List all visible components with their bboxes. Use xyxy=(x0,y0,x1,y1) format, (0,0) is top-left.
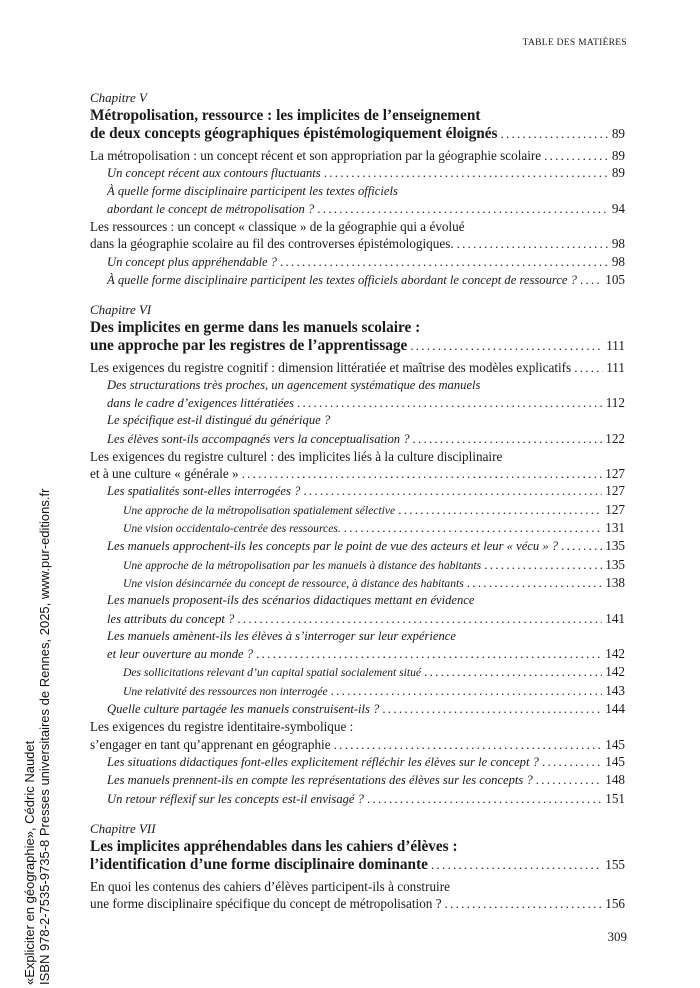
toc-entry[interactable] xyxy=(90,574,625,592)
dot-leader xyxy=(445,895,603,912)
entry-page-number: 135 xyxy=(605,538,625,554)
table-of-contents xyxy=(90,89,625,924)
entry-page-number: 98 xyxy=(611,253,625,269)
dot-leader xyxy=(256,645,602,663)
entry-text-line: Des implicites en germe dans les manuels scolaire : xyxy=(90,319,421,337)
toc-entry[interactable] xyxy=(90,663,625,681)
page-number: 309 xyxy=(607,929,627,944)
dot-leader xyxy=(303,482,602,500)
entry-last-line xyxy=(107,253,625,271)
dot-leader xyxy=(334,736,603,753)
entry-text: Une approche de la métropolisation spatialement sélective xyxy=(123,503,396,517)
entry-last-line xyxy=(90,125,625,143)
entry-text: Les exigences du registre cognitif : dimension littératiée et maîtrise des modèles explicatifs xyxy=(90,360,572,376)
entry-page-number: 89 xyxy=(611,126,625,141)
entry-text-line: En quoi les contenus des cahiers d’élèves participent-ils à construire xyxy=(90,878,450,894)
toc-entry[interactable] xyxy=(90,519,625,537)
dot-leader xyxy=(542,753,602,771)
toc-entry[interactable] xyxy=(90,878,625,913)
entry-text: Les élèves sont-ils accompagnés vers la conceptualisation ? xyxy=(107,431,410,446)
entry-text: Un retour réflexif sur les concepts est-il envisagé ? xyxy=(107,791,364,806)
dot-leader xyxy=(367,790,602,808)
dot-leader xyxy=(501,125,609,143)
toc-entry[interactable] xyxy=(90,218,625,253)
entry-page-number: 131 xyxy=(605,520,625,536)
toc-entry[interactable] xyxy=(90,164,625,182)
entry-last-line xyxy=(107,753,625,771)
entry-page-number: 141 xyxy=(605,610,625,626)
entry-text: les attributs du concept ? xyxy=(107,611,235,626)
entry-text: dans le cadre d’exigences littératiées xyxy=(107,395,294,410)
entry-last-line xyxy=(90,359,625,376)
dot-leader xyxy=(398,501,602,519)
toc-entry[interactable] xyxy=(90,682,625,700)
entry-page-number: 144 xyxy=(605,701,625,717)
entry-last-line xyxy=(90,856,625,874)
entry-last-line xyxy=(123,519,625,537)
entry-page-number: 98 xyxy=(611,236,625,252)
dot-leader xyxy=(413,430,603,448)
chapter-title-entry[interactable] xyxy=(90,838,625,874)
entry-last-line xyxy=(123,556,625,574)
dot-leader xyxy=(544,147,609,164)
entry-text: Les spatialités sont-elles interrogées ? xyxy=(107,484,301,499)
entry-last-line xyxy=(123,682,625,700)
chapter-label: Chapitre VII xyxy=(90,820,156,836)
entry-last-line xyxy=(107,271,625,289)
dot-leader xyxy=(457,235,609,252)
entry-text-line: Les exigences du registre culturel : des implicites liés à la culture disciplinaire xyxy=(90,448,503,464)
entry-page-number: 145 xyxy=(605,736,625,752)
chapter-label: Chapitre V xyxy=(90,90,147,105)
toc-entry[interactable] xyxy=(90,448,625,483)
entry-text: Des sollicitations relevant d’un capital spatial socialement situé xyxy=(123,666,422,680)
entry-text: Une relativité des ressources non interrogée xyxy=(123,684,328,698)
entry-last-line xyxy=(107,645,625,663)
entry-last-line xyxy=(90,147,625,164)
dot-leader xyxy=(536,771,602,789)
entry-text-line: Des structurations très proches, un agencement systématique des manuels xyxy=(107,377,481,392)
entry-text: Une vision occidentalo-centrée des ressources. xyxy=(123,522,341,536)
toc-entry[interactable] xyxy=(90,412,625,448)
entry-text: Les manuels prennent-ils en compte les représentations des élèves sur les concepts ? xyxy=(107,773,533,788)
toc-entry[interactable] xyxy=(90,753,625,771)
toc-entry[interactable] xyxy=(90,700,625,718)
entry-page-number: 135 xyxy=(605,556,625,572)
toc-entry[interactable] xyxy=(90,482,625,500)
entry-text: et leur ouverture au monde ? xyxy=(107,647,254,662)
entry-page-number: 155 xyxy=(605,856,625,872)
dot-leader xyxy=(237,610,602,628)
toc-entry[interactable] xyxy=(90,271,625,289)
entry-page-number: 142 xyxy=(605,646,625,662)
entry-text: de deux concepts géographiques épistémologiquement éloignés xyxy=(90,125,498,142)
entry-text-line: Les manuels proposent-ils des scénarios didactiques mettant en évidence xyxy=(107,593,475,608)
entry-last-line xyxy=(90,465,625,482)
dot-leader xyxy=(580,271,602,289)
dot-leader xyxy=(280,253,609,271)
entry-page-number: 122 xyxy=(605,430,625,446)
toc-entry[interactable] xyxy=(90,771,625,789)
entry-last-line xyxy=(123,663,625,681)
entry-last-line xyxy=(107,482,625,500)
entry-last-line xyxy=(90,337,625,355)
entry-text: une approche par les registres de l’apprentissage xyxy=(90,337,408,355)
entry-page-number: 145 xyxy=(605,753,625,769)
entry-page-number: 111 xyxy=(606,360,625,376)
side-credit-title: «Expliciter en géographie», Cédric Naudet xyxy=(22,740,37,985)
entry-text: une forme disciplinaire spécifique du concept de métropolisation ? xyxy=(90,896,442,912)
dot-leader xyxy=(467,574,602,592)
entry-page-number: 151 xyxy=(605,790,625,806)
entry-text: La métropolisation : un concept récent et son appropriation par la géographie scolaire xyxy=(90,148,542,163)
entry-text: Un concept récent aux contours fluctuants xyxy=(107,166,321,181)
toc-entry[interactable] xyxy=(90,253,625,271)
entry-last-line xyxy=(90,736,625,753)
dot-leader xyxy=(431,856,602,874)
entry-text: Les manuels approchent-ils les concepts par le point de vue des acteurs et leur « vécu » ? xyxy=(107,539,559,554)
entry-text-line: À quelle forme disciplinaire participent les textes officiels xyxy=(107,183,398,198)
toc-entry[interactable] xyxy=(90,556,625,574)
entry-last-line xyxy=(123,501,625,519)
entry-text: l’identification d’une forme disciplinaire dominante xyxy=(90,855,428,873)
entry-text: dans la géographie scolaire au fil des controverses épistémologiques. xyxy=(90,236,454,252)
side-credit xyxy=(22,489,52,985)
toc-entry[interactable] xyxy=(90,628,625,664)
entry-text: Quelle culture partagée les manuels construisent-ils ? xyxy=(107,702,380,717)
entry-last-line xyxy=(107,430,625,448)
entry-text-line: Métropolisation, ressource : les implicites de l’enseignement xyxy=(90,107,481,124)
dot-leader xyxy=(344,519,602,537)
entry-last-line xyxy=(90,235,625,252)
dot-leader xyxy=(242,465,603,482)
chapter-title-entry[interactable] xyxy=(90,319,625,355)
entry-page-number: 94 xyxy=(611,200,625,216)
entry-page-number: 127 xyxy=(605,466,625,482)
entry-last-line xyxy=(123,574,625,592)
entry-page-number: 105 xyxy=(605,272,625,288)
toc-entry[interactable] xyxy=(90,147,625,164)
toc-entry[interactable] xyxy=(90,359,625,376)
entry-last-line xyxy=(107,164,625,182)
entry-page-number: 156 xyxy=(605,896,625,912)
chapter-label: Chapitre VI xyxy=(90,302,152,318)
entry-last-line xyxy=(107,771,625,789)
chapter-block xyxy=(90,301,625,807)
dot-leader xyxy=(410,337,603,355)
entry-text-line: Les ressources : un concept « classique » de la géographie qui a évolué xyxy=(90,219,465,235)
entry-text-line: Les manuels amènent-ils les élèves à s’interroger sur leur expérience xyxy=(107,628,456,643)
toc-entry[interactable] xyxy=(90,183,625,219)
entry-text: Un concept plus appréhendable ? xyxy=(107,254,277,269)
entry-last-line xyxy=(107,537,625,555)
entry-last-line xyxy=(107,394,625,412)
entry-text: Une approche de la métropolisation par les manuels à distance des habitants xyxy=(123,558,482,572)
entry-page-number: 143 xyxy=(605,682,625,698)
dot-leader xyxy=(561,537,602,555)
toc-entry[interactable] xyxy=(90,718,625,753)
toc-entry[interactable] xyxy=(90,790,625,808)
dot-leader xyxy=(424,663,602,681)
entry-text: abordant le concept de métropolisation ? xyxy=(107,201,315,216)
entry-page-number: 142 xyxy=(605,664,625,680)
dot-leader xyxy=(484,556,602,574)
entry-page-number: 127 xyxy=(605,501,625,517)
toc-entry[interactable] xyxy=(90,537,625,555)
toc-entry[interactable] xyxy=(90,501,625,519)
dot-leader xyxy=(331,682,603,700)
entry-text-line: Le spécifique est-il distingué du générique ? xyxy=(107,413,331,428)
entry-page-number: 127 xyxy=(605,483,625,499)
toc-entry[interactable] xyxy=(90,377,625,413)
chapter-block xyxy=(90,89,625,289)
entry-last-line xyxy=(90,895,625,912)
dot-leader xyxy=(382,700,602,718)
entry-text: et à une culture « générale » xyxy=(90,466,239,482)
entry-page-number: 148 xyxy=(605,772,625,788)
entry-last-line xyxy=(107,790,625,808)
entry-page-number: 111 xyxy=(606,338,625,354)
entry-text: s’engager en tant qu’apprenant en géographie xyxy=(90,736,331,752)
entry-page-number: 89 xyxy=(611,148,625,163)
entry-text-line: Les exigences du registre identitaire-symbolique : xyxy=(90,719,354,735)
entry-text-line: Les implicites appréhendables dans les cahiers d’élèves : xyxy=(90,837,458,855)
entry-page-number: 89 xyxy=(611,165,625,181)
entry-page-number: 112 xyxy=(605,394,625,410)
entry-last-line xyxy=(107,200,625,218)
dot-leader xyxy=(297,394,603,412)
side-credit-isbn: ISBN 978-2-7535-9735-8 Presses universitaires de Rennes, 2025, www.pur-editions.fr xyxy=(37,488,52,985)
entry-text: Une vision désincarnée du concept de ressource, à distance des habitants xyxy=(123,576,464,590)
chapter-block xyxy=(90,820,625,913)
entry-last-line xyxy=(107,610,625,628)
entry-text: À quelle forme disciplinaire participent les textes officiels abordant le concept de ressource ? xyxy=(107,273,577,288)
entry-last-line xyxy=(107,700,625,718)
dot-leader xyxy=(317,200,609,218)
running-header: TABLE DES MATIÈRES xyxy=(522,38,627,48)
chapter-title-entry[interactable] xyxy=(90,107,625,143)
dot-leader xyxy=(324,164,609,182)
toc-entry[interactable] xyxy=(90,592,625,628)
entry-text: Les situations didactiques font-elles explicitement réfléchir les élèves sur le concept ? xyxy=(107,754,539,769)
entry-page-number: 138 xyxy=(605,574,625,590)
dot-leader xyxy=(574,359,603,376)
